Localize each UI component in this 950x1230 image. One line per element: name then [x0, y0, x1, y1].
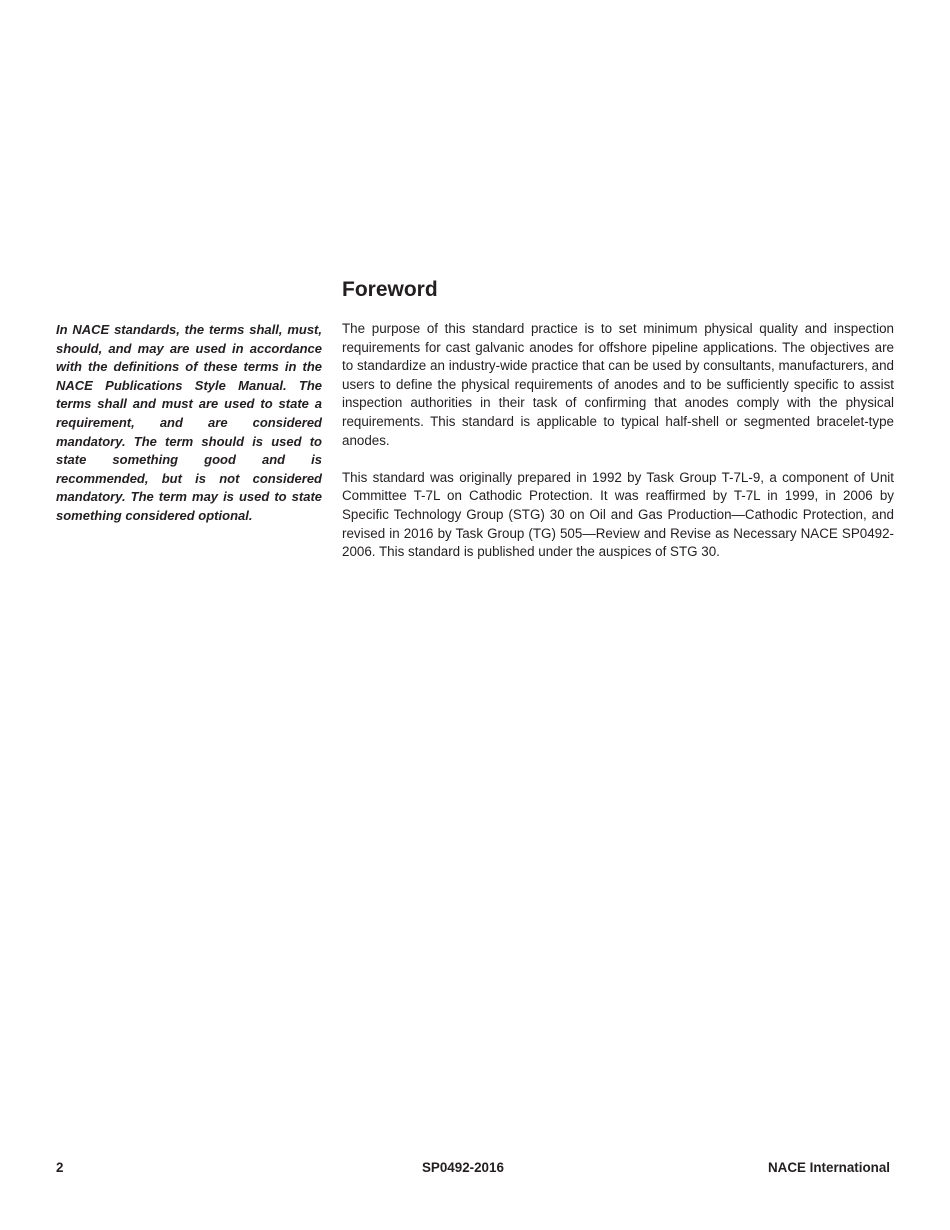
terminology-note: In NACE standards, the terms shall, must, should, and may are used in accordance with the definitions of these terms in the NACE Publications Style Manual. The terms shall and must are used to state a requirement, and are considered mandatory. The term should is used to state something good and is recommended, but is not considered mandatory. The term may is used to state something considered optional.	[56, 322, 322, 523]
page-number: 2	[56, 1160, 64, 1175]
page-footer	[56, 1160, 890, 1180]
foreword-paragraph-purpose: The purpose of this standard practice is to set minimum physical quality and inspection requirements for cast galvanic anodes for offshore pipeline applications. The objectives are to standardize an industry-wide practice that can be used by consultants, manufacturers, and users to define the physical requirements of anodes and to be sufficiently specific to assist inspection authorities in their task of confirming that anodes comply with the physical requirements. This standard is applicable to typical half-shell or segmented bracelet-type anodes.	[342, 321, 894, 448]
foreword-paragraph-history: This standard was originally prepared in 1992 by Task Group T-7L-9, a component of Unit Committee T-7L on Cathodic Protection. It was reaffirmed by T-7L in 1999, in 2006 by Specific Technology Group (STG) 30 on Oil and Gas Production—Cathodic Protection, and revised in 2016 by Task Group (TG) 505—Review and Revise as Necessary NACE SP0492-2006. This standard is published under the auspices of STG 30.	[342, 469, 894, 560]
organization-name: NACE International	[767, 1160, 890, 1175]
foreword-section	[342, 276, 894, 580]
document-id: SP0492-2016	[422, 1160, 504, 1175]
section-title: Foreword	[342, 278, 438, 301]
